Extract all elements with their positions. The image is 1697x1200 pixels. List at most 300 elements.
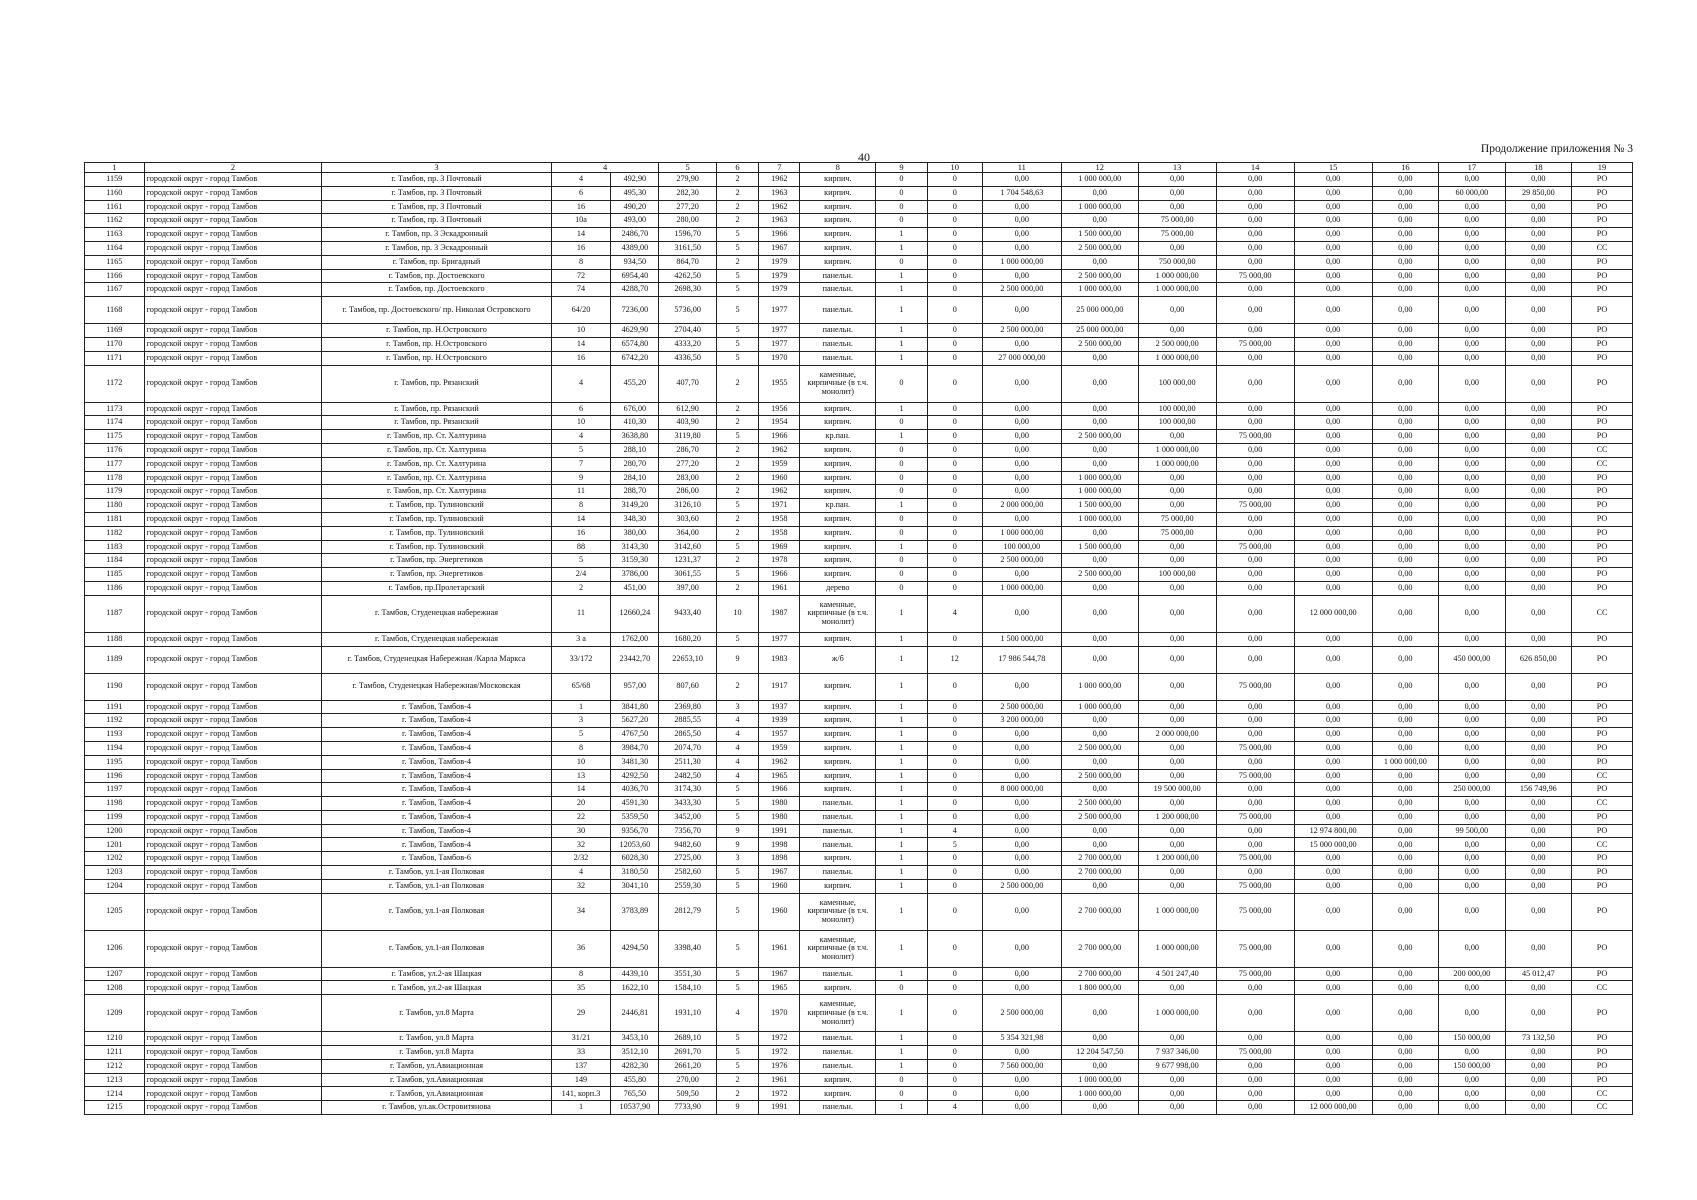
- table-cell: РО: [1572, 430, 1633, 444]
- table-cell: кр.пан.: [800, 499, 876, 513]
- table-cell: г. Тамбов, пр. 3 Почтовый: [322, 200, 551, 214]
- table-cell: 8: [551, 967, 611, 981]
- table-cell: 5: [716, 269, 758, 283]
- table-cell: 0,00: [1372, 1087, 1439, 1101]
- table-cell: 1970: [759, 995, 800, 1032]
- table-cell: 1181: [85, 512, 145, 526]
- table-cell: 2 500 000,00: [1061, 337, 1138, 351]
- table-cell: 1979: [759, 283, 800, 297]
- table-cell: 2446,81: [611, 995, 659, 1032]
- table-cell: 11: [551, 485, 611, 499]
- table-cell: 6: [551, 186, 611, 200]
- table-cell: г. Тамбов, пр. Ст. Халтурина: [322, 485, 551, 499]
- table-cell: городской округ - город Тамбов: [144, 186, 322, 200]
- table-row: [85, 741, 1633, 755]
- table-cell: 9: [716, 646, 758, 673]
- table-cell: 156 749,96: [1505, 783, 1572, 797]
- table-cell: 0,00: [1294, 416, 1372, 430]
- table-cell: 0: [927, 879, 982, 893]
- table-cell: 0: [927, 324, 982, 338]
- table-cell: 2 500 000,00: [982, 283, 1061, 297]
- table-row: [85, 337, 1633, 351]
- table-cell: 1972: [759, 1032, 800, 1046]
- table-cell: 1963: [759, 186, 800, 200]
- table-cell: 17 986 544,78: [982, 646, 1061, 673]
- table-cell: 0,00: [1505, 337, 1572, 351]
- table-cell: 9: [551, 471, 611, 485]
- table-cell: 0: [927, 173, 982, 187]
- table-cell: 4629,90: [611, 324, 659, 338]
- table-cell: 2 500 000,00: [1061, 810, 1138, 824]
- table-cell: 0,00: [1138, 1032, 1216, 1046]
- table-cell: 100 000,00: [1138, 568, 1216, 582]
- table-cell: 0,00: [1372, 241, 1439, 255]
- table-cell: 1 000 000,00: [1061, 700, 1138, 714]
- table-cell: городской округ - город Тамбов: [144, 824, 322, 838]
- table-cell: 0,00: [1138, 769, 1216, 783]
- table-cell: 0,00: [1216, 283, 1294, 297]
- table-cell: 0,00: [1372, 186, 1439, 200]
- table-cell: РО: [1572, 1059, 1633, 1073]
- table-cell: 0,00: [1294, 499, 1372, 513]
- table-cell: 0,00: [1505, 755, 1572, 769]
- table-cell: 934,50: [611, 255, 659, 269]
- table-cell: 1: [876, 930, 928, 967]
- table-cell: 0: [927, 283, 982, 297]
- table-cell: городской округ - город Тамбов: [144, 430, 322, 444]
- table-cell: 3786,00: [611, 568, 659, 582]
- table-cell: 1194: [85, 741, 145, 755]
- table-cell: 0,00: [1294, 1032, 1372, 1046]
- table-cell: 1189: [85, 646, 145, 673]
- table-cell: 1622,10: [611, 981, 659, 995]
- table-cell: 2486,70: [611, 228, 659, 242]
- table-cell: 0,00: [982, 485, 1061, 499]
- table-cell: городской округ - город Тамбов: [144, 1101, 322, 1115]
- table-cell: 0,00: [1294, 540, 1372, 554]
- table-cell: 0,00: [1439, 700, 1506, 714]
- table-cell: 9482,60: [659, 838, 716, 852]
- table-cell: 0,00: [982, 1101, 1061, 1115]
- table-cell: г. Тамбов, ул.1-ая Полковая: [322, 879, 551, 893]
- table-cell: 0: [927, 1046, 982, 1060]
- header-cell: 1: [85, 163, 145, 173]
- table-cell: 0,00: [1505, 714, 1572, 728]
- table-cell: 0,00: [1505, 214, 1572, 228]
- table-cell: 1: [876, 866, 928, 880]
- table-cell: РО: [1572, 1073, 1633, 1087]
- table-cell: 0,00: [1372, 967, 1439, 981]
- table-cell: 0,00: [1138, 797, 1216, 811]
- table-cell: 0,00: [1372, 499, 1439, 513]
- table-cell: 0,00: [1372, 1073, 1439, 1087]
- table-cell: 8: [551, 741, 611, 755]
- table-cell: 12053,60: [611, 838, 659, 852]
- table-cell: 0,00: [1505, 554, 1572, 568]
- table-row: [85, 632, 1633, 646]
- table-cell: 16: [551, 200, 611, 214]
- table-cell: 0,00: [1294, 283, 1372, 297]
- table-cell: 0,00: [1061, 728, 1138, 742]
- table-cell: 0,00: [1372, 200, 1439, 214]
- table-cell: городской округ - город Тамбов: [144, 337, 322, 351]
- table-cell: 31/21: [551, 1032, 611, 1046]
- table-cell: 0,00: [1138, 700, 1216, 714]
- table-row: [85, 797, 1633, 811]
- table-cell: каменные, кирпичные (в т.ч. монолит): [800, 595, 876, 632]
- table-row: [85, 457, 1633, 471]
- table-cell: 2 500 000,00: [982, 879, 1061, 893]
- table-cell: г. Тамбов, пр. Энергетиков: [322, 568, 551, 582]
- table-cell: 1987: [759, 595, 800, 632]
- table-cell: 11: [551, 595, 611, 632]
- table-cell: 1: [551, 1101, 611, 1115]
- table-cell: 0,00: [1505, 995, 1572, 1032]
- table-cell: 2 500 000,00: [1061, 568, 1138, 582]
- header-cell: 4: [551, 163, 659, 173]
- table-cell: 0,00: [1439, 879, 1506, 893]
- table-cell: 0: [927, 241, 982, 255]
- table-cell: 0,00: [1439, 471, 1506, 485]
- table-cell: 0,00: [1294, 512, 1372, 526]
- table-cell: городской округ - город Тамбов: [144, 283, 322, 297]
- table-cell: 1: [876, 402, 928, 416]
- table-cell: 4767,50: [611, 728, 659, 742]
- table-cell: 7 560 000,00: [982, 1059, 1061, 1073]
- table-cell: 10537,90: [611, 1101, 659, 1115]
- table-cell: 0,00: [1505, 471, 1572, 485]
- table-row: [85, 1059, 1633, 1073]
- table-cell: 1965: [759, 769, 800, 783]
- table-cell: 1208: [85, 981, 145, 995]
- table-cell: городской округ - город Тамбов: [144, 200, 322, 214]
- table-cell: 75 000,00: [1216, 337, 1294, 351]
- table-cell: 5: [716, 540, 758, 554]
- table-cell: 0,00: [1372, 351, 1439, 365]
- table-cell: 0,00: [1061, 214, 1138, 228]
- table-cell: г. Тамбов, ул.Авиационная: [322, 1073, 551, 1087]
- table-cell: городской округ - город Тамбов: [144, 866, 322, 880]
- table-cell: городской округ - город Тамбов: [144, 783, 322, 797]
- table-cell: 200 000,00: [1439, 967, 1506, 981]
- table-cell: 3: [716, 852, 758, 866]
- table-cell: 1963: [759, 214, 800, 228]
- table-cell: панельн.: [800, 1032, 876, 1046]
- table-row: [85, 981, 1633, 995]
- table-cell: 0,00: [1294, 755, 1372, 769]
- table-cell: 5: [716, 297, 758, 324]
- table-cell: 0,00: [1372, 595, 1439, 632]
- table-cell: г. Тамбов, ул.8 Марта: [322, 1032, 551, 1046]
- table-cell: РО: [1572, 755, 1633, 769]
- table-cell: 509,50: [659, 1087, 716, 1101]
- table-cell: 380,00: [611, 526, 659, 540]
- table-cell: 2 500 000,00: [1061, 769, 1138, 783]
- table-cell: 0: [876, 1087, 928, 1101]
- table-cell: 1191: [85, 700, 145, 714]
- table-cell: 0,00: [1294, 1087, 1372, 1101]
- table-cell: 1939: [759, 714, 800, 728]
- table-cell: 0,00: [1372, 283, 1439, 297]
- table-cell: г. Тамбов, Тамбов-4: [322, 755, 551, 769]
- table-cell: 0,00: [1505, 581, 1572, 595]
- table-cell: 0,00: [982, 365, 1061, 402]
- table-cell: 0,00: [1061, 838, 1138, 852]
- table-cell: 0,00: [1505, 1059, 1572, 1073]
- table-cell: 1196: [85, 769, 145, 783]
- table-cell: 5: [716, 1032, 758, 1046]
- table-cell: 2 500 000,00: [1061, 741, 1138, 755]
- table-cell: 0,00: [1505, 1073, 1572, 1087]
- table-cell: РО: [1572, 228, 1633, 242]
- table-cell: 1: [876, 700, 928, 714]
- table-cell: 0,00: [1372, 866, 1439, 880]
- table-cell: 0,00: [1138, 838, 1216, 852]
- table-cell: 1: [876, 783, 928, 797]
- table-cell: РО: [1572, 866, 1633, 880]
- table-cell: 0,00: [1439, 200, 1506, 214]
- table-cell: 0,00: [1439, 540, 1506, 554]
- table-cell: 0,00: [1372, 852, 1439, 866]
- table-cell: 9: [716, 838, 758, 852]
- table-cell: 0: [927, 981, 982, 995]
- table-cell: 2 000 000,00: [1138, 728, 1216, 742]
- table-cell: 5: [716, 228, 758, 242]
- table-cell: кирпич.: [800, 214, 876, 228]
- table-cell: 0,00: [1061, 632, 1138, 646]
- table-cell: кирпич.: [800, 255, 876, 269]
- table-cell: городской округ - город Тамбов: [144, 755, 322, 769]
- table-row: [85, 714, 1633, 728]
- table-row: [85, 485, 1633, 499]
- table-cell: 6: [551, 402, 611, 416]
- table-cell: РО: [1572, 554, 1633, 568]
- table-cell: 0: [927, 632, 982, 646]
- table-cell: 4: [551, 173, 611, 187]
- table-cell: 0,00: [1061, 554, 1138, 568]
- table-cell: 0: [876, 554, 928, 568]
- table-cell: 1971: [759, 499, 800, 513]
- table-cell: 1917: [759, 673, 800, 700]
- header-cell: 7: [759, 163, 800, 173]
- table-cell: 0,00: [1372, 430, 1439, 444]
- table-cell: г. Тамбов, пр. Рязанский: [322, 402, 551, 416]
- table-cell: кирпич.: [800, 981, 876, 995]
- table-cell: городской округ - город Тамбов: [144, 879, 322, 893]
- table-cell: 0,00: [982, 755, 1061, 769]
- table-cell: 0,00: [1294, 269, 1372, 283]
- table-cell: 0,00: [1439, 443, 1506, 457]
- table-cell: 0,00: [1372, 255, 1439, 269]
- table-row: [85, 173, 1633, 187]
- table-cell: 6954,40: [611, 269, 659, 283]
- table-cell: 0: [927, 337, 982, 351]
- table-cell: городской округ - город Тамбов: [144, 810, 322, 824]
- table-row: [85, 1101, 1633, 1115]
- table-cell: РО: [1572, 741, 1633, 755]
- table-cell: СС: [1572, 241, 1633, 255]
- table-cell: кирпич.: [800, 700, 876, 714]
- table-cell: 0: [927, 1059, 982, 1073]
- table-cell: городской округ - город Тамбов: [144, 930, 322, 967]
- table-cell: 1: [876, 595, 928, 632]
- table-cell: 0,00: [1439, 1101, 1506, 1115]
- table-cell: г. Тамбов, ул.2-ая Шацкая: [322, 967, 551, 981]
- table-cell: 3159,30: [611, 554, 659, 568]
- table-cell: 0,00: [1439, 714, 1506, 728]
- table-cell: 0,00: [1505, 241, 1572, 255]
- table-cell: г. Тамбов, пр. Бригадный: [322, 255, 551, 269]
- table-cell: 2: [716, 186, 758, 200]
- table-row: [85, 810, 1633, 824]
- table-cell: 0,00: [1505, 981, 1572, 995]
- table-cell: 7236,00: [611, 297, 659, 324]
- header-cell: 2: [144, 163, 322, 173]
- table-cell: 137: [551, 1059, 611, 1073]
- table-cell: РО: [1572, 499, 1633, 513]
- table-cell: 75 000,00: [1138, 214, 1216, 228]
- table-cell: 0,00: [1138, 581, 1216, 595]
- table-cell: РО: [1572, 852, 1633, 866]
- table-cell: 0,00: [1505, 673, 1572, 700]
- table-cell: 75 000,00: [1138, 512, 1216, 526]
- table-cell: 0,00: [982, 1073, 1061, 1087]
- table-cell: каменные, кирпичные (в т.ч. монолит): [800, 995, 876, 1032]
- table-cell: г. Тамбов, пр. Достоевского: [322, 283, 551, 297]
- table-cell: 0,00: [1372, 741, 1439, 755]
- table-cell: 0,00: [1138, 824, 1216, 838]
- table-cell: 2: [716, 673, 758, 700]
- table-cell: 0,00: [1372, 581, 1439, 595]
- table-cell: 750 000,00: [1138, 255, 1216, 269]
- table-cell: 0,00: [1505, 402, 1572, 416]
- table-cell: 1: [876, 967, 928, 981]
- table-cell: 1166: [85, 269, 145, 283]
- table-cell: 0: [876, 471, 928, 485]
- table-cell: 1163: [85, 228, 145, 242]
- table-cell: 1 500 000,00: [1061, 540, 1138, 554]
- table-cell: 5: [716, 810, 758, 824]
- table-cell: 35: [551, 981, 611, 995]
- table-cell: 9 677 998,00: [1138, 1059, 1216, 1073]
- table-cell: панельн.: [800, 283, 876, 297]
- table-cell: 9: [716, 824, 758, 838]
- table-cell: 0,00: [982, 269, 1061, 283]
- table-cell: 1168: [85, 297, 145, 324]
- table-cell: 0,00: [1138, 186, 1216, 200]
- table-cell: 0,00: [1439, 568, 1506, 582]
- table-cell: 0,00: [1138, 499, 1216, 513]
- table-cell: 6028,30: [611, 852, 659, 866]
- table-cell: 1962: [759, 755, 800, 769]
- table-cell: г. Тамбов, ул.1-ая Полковая: [322, 930, 551, 967]
- table-cell: 5: [716, 283, 758, 297]
- table-row: [85, 673, 1633, 700]
- table-cell: 0,00: [1372, 512, 1439, 526]
- table-row: [85, 1073, 1633, 1087]
- table-cell: 9: [716, 1101, 758, 1115]
- table-cell: 4439,10: [611, 967, 659, 981]
- table-cell: 0,00: [1216, 824, 1294, 838]
- table-cell: 0,00: [1294, 443, 1372, 457]
- table-cell: городской округ - город Тамбов: [144, 241, 322, 255]
- table-cell: 1956: [759, 402, 800, 416]
- table-cell: 2 700 000,00: [1061, 852, 1138, 866]
- table-cell: 0,00: [1505, 838, 1572, 852]
- table-cell: кирпич.: [800, 457, 876, 471]
- table-cell: 490,20: [611, 200, 659, 214]
- table-cell: панельн.: [800, 810, 876, 824]
- table-cell: кр.пан.: [800, 430, 876, 444]
- table-row: [85, 283, 1633, 297]
- table-cell: 16: [551, 351, 611, 365]
- table-cell: 0,00: [1216, 1032, 1294, 1046]
- table-cell: 282,30: [659, 186, 716, 200]
- table-cell: 0: [927, 714, 982, 728]
- table-cell: 1898: [759, 852, 800, 866]
- table-cell: панельн.: [800, 1046, 876, 1060]
- table-cell: 60 000,00: [1439, 186, 1506, 200]
- table-cell: 1180: [85, 499, 145, 513]
- table-cell: 2: [716, 443, 758, 457]
- table-cell: 10: [551, 416, 611, 430]
- table-cell: 0,00: [1294, 365, 1372, 402]
- table-cell: РО: [1572, 269, 1633, 283]
- table-cell: РО: [1572, 728, 1633, 742]
- table-cell: панельн.: [800, 866, 876, 880]
- table-cell: 5: [716, 568, 758, 582]
- table-cell: 0: [876, 581, 928, 595]
- table-cell: кирпич.: [800, 228, 876, 242]
- table-cell: 0: [876, 526, 928, 540]
- table-cell: 0: [927, 255, 982, 269]
- table-row: [85, 930, 1633, 967]
- table-cell: 1978: [759, 554, 800, 568]
- table-cell: 1966: [759, 568, 800, 582]
- table-cell: 1: [876, 283, 928, 297]
- table-cell: 286,00: [659, 485, 716, 499]
- table-cell: 75 000,00: [1216, 741, 1294, 755]
- table-cell: г. Тамбов, ул.8 Марта: [322, 1046, 551, 1060]
- table-cell: 0,00: [1216, 485, 1294, 499]
- table-cell: 1: [876, 430, 928, 444]
- table-cell: 1184: [85, 554, 145, 568]
- table-cell: 1976: [759, 1059, 800, 1073]
- table-cell: 1762,00: [611, 632, 659, 646]
- header-cell: 12: [1061, 163, 1138, 173]
- table-cell: 73 132,50: [1505, 1032, 1572, 1046]
- table-cell: 0,00: [1372, 714, 1439, 728]
- table-row: [85, 893, 1633, 930]
- table-cell: 0: [876, 568, 928, 582]
- table-cell: 0,00: [1439, 755, 1506, 769]
- header-cell: 17: [1439, 163, 1506, 173]
- table-cell: 4: [716, 755, 758, 769]
- table-cell: 0,00: [1439, 930, 1506, 967]
- table-cell: 0,00: [1138, 485, 1216, 499]
- table-cell: городской округ - город Тамбов: [144, 714, 322, 728]
- table-cell: 0,00: [1372, 893, 1439, 930]
- table-cell: панельн.: [800, 967, 876, 981]
- table-cell: 2 500 000,00: [1061, 241, 1138, 255]
- table-cell: 1954: [759, 416, 800, 430]
- table-cell: 0,00: [1138, 741, 1216, 755]
- table-cell: 0,00: [1439, 526, 1506, 540]
- table-cell: 5627,20: [611, 714, 659, 728]
- table-cell: 1: [876, 1059, 928, 1073]
- header-row: [85, 163, 1633, 173]
- table-cell: 1192: [85, 714, 145, 728]
